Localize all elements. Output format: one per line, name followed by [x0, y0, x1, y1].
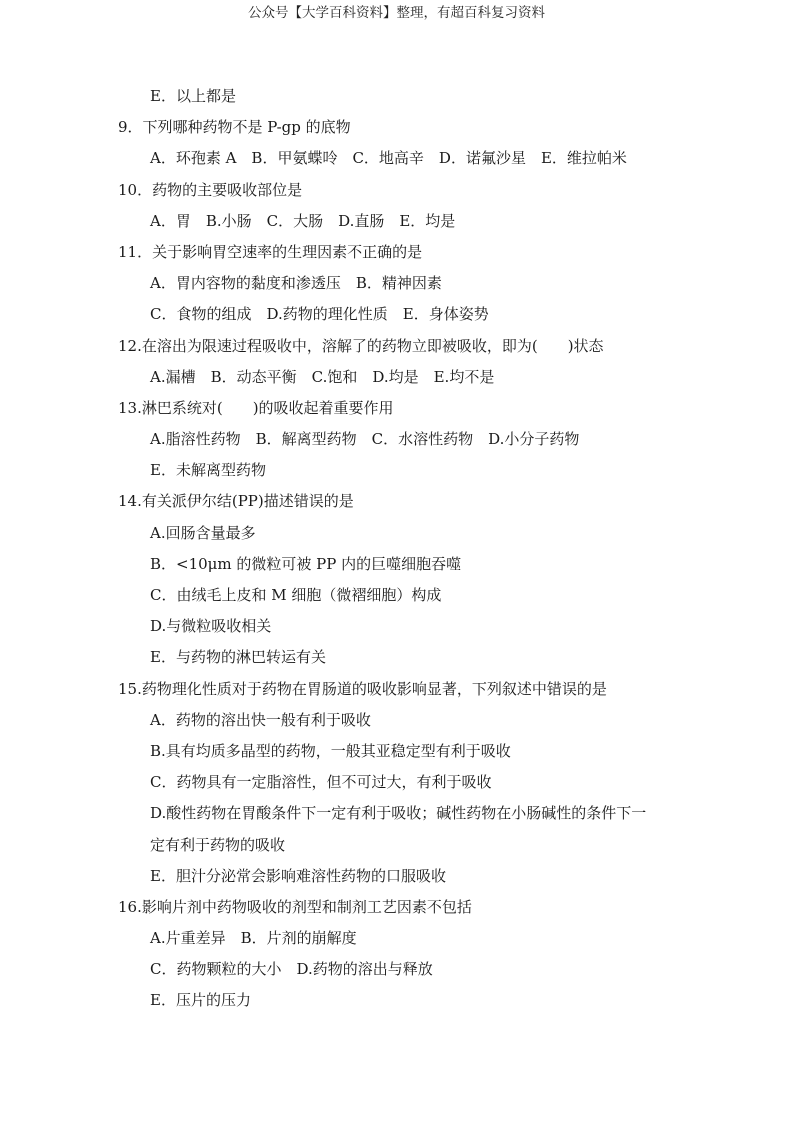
option-line: C．药物颗粒的大小 D.药物的溶出与释放 — [150, 960, 433, 979]
option-line: A.回肠含量最多 — [150, 523, 256, 542]
page-header: 公众号【大学百科资料】整理，有超百科复习资料 — [248, 5, 545, 21]
question-line: 13.淋巴系统对( )的吸收起着重要作用 — [118, 398, 394, 417]
option-line: A.脂溶性药物 B．解离型药物 C．水溶性药物 D.小分子药物 — [150, 430, 580, 449]
option-line: C．食物的组成 D.药物的理化性质 E．身体姿势 — [150, 305, 489, 324]
option-line: 定有利于药物的吸收 — [150, 835, 286, 854]
option-line: E．胆汁分泌常会影响难溶性药物的口服吸收 — [150, 866, 446, 885]
option-line: E．与药物的淋巴转运有关 — [150, 648, 326, 667]
option-line: A.漏槽 B．动态平衡 C.饱和 D.均是 E.均不是 — [150, 367, 495, 386]
option-line: A．环孢素 A B．甲氨蝶呤 C．地高辛 D．诺氟沙星 E．维拉帕米 — [150, 149, 627, 168]
option-line: D.酸性药物在胃酸条件下一定有利于吸收；碱性药物在小肠碱性的条件下一 — [150, 804, 647, 823]
option-line: E．未解离型药物 — [150, 461, 266, 480]
option-line: D.与微粒吸收相关 — [150, 617, 272, 636]
question-line: 11．关于影响胃空速率的生理因素不正确的是 — [118, 242, 423, 261]
option-line: B.具有均质多晶型的药物，一般其亚稳定型有利于吸收 — [150, 741, 511, 760]
option-line: C．由绒毛上皮和 M 细胞（微褶细胞）构成 — [150, 586, 442, 604]
question-list — [118, 81, 718, 1017]
question-line: 12.在溶出为限速过程吸收中，溶解了的药物立即被吸收，即为( )状态 — [118, 336, 604, 355]
option-line: E．以上都是 — [150, 87, 236, 105]
option-line: C．药物具有一定脂溶性，但不可过大，有利于吸收 — [150, 773, 492, 792]
option-line: A.片重差异 B．片剂的崩解度 — [150, 929, 357, 948]
question-line: 15.药物理化性质对于药物在胃肠道的吸收影响显著，下列叙述中错误的是 — [118, 679, 607, 698]
question-line: 10．药物的主要吸收部位是 — [118, 180, 303, 199]
option-line: E．压片的压力 — [150, 991, 251, 1010]
question-line: 16.影响片剂中药物吸收的剂型和制剂工艺因素不包括 — [118, 897, 472, 916]
question-line: 9．下列哪种药物不是 P-gp 的底物 — [118, 118, 351, 137]
question-line: 14.有关派伊尔结(PP)描述错误的是 — [118, 492, 354, 511]
option-line: A．胃内容物的黏度和渗透压 B．精神因素 — [150, 274, 442, 293]
option-line: B．<10μm 的微粒可被 PP 内的巨噬细胞吞噬 — [150, 554, 462, 573]
option-line: A．药物的溶出快一般有利于吸收 — [150, 710, 371, 729]
option-line: A．胃 B.小肠 C．大肠 D.直肠 E．均是 — [150, 211, 456, 230]
